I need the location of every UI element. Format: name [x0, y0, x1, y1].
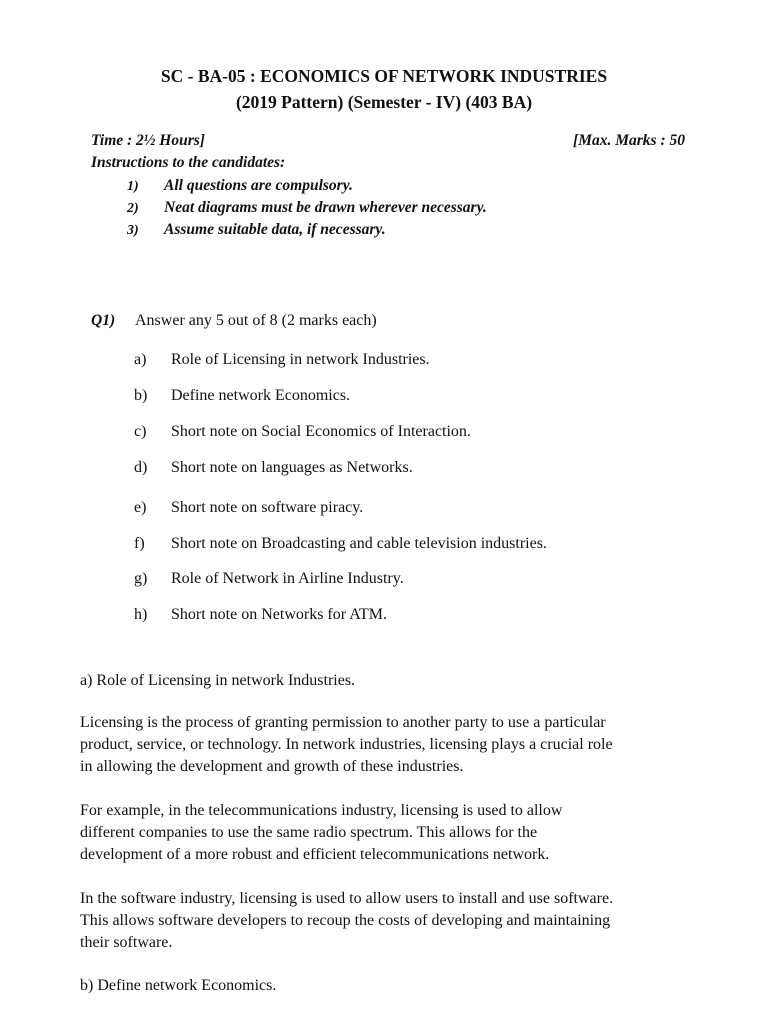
instruction-text: All questions are compulsory. [164, 177, 353, 194]
paper-subtitle: (2019 Pattern) (Semester - IV) (403 BA) [235, 92, 533, 112]
instruction-number: 3) [127, 223, 139, 238]
option-text: Short note on Social Economics of Interaction. [171, 423, 471, 440]
answer-paragraph [80, 888, 700, 954]
question-option [134, 535, 547, 553]
question-option [134, 499, 363, 517]
question-option [134, 351, 430, 369]
option-letter: b) [134, 387, 148, 404]
option-text: Short note on software piracy. [171, 499, 364, 516]
question-text: Answer any 5 out of 8 (2 marks each) [135, 312, 377, 329]
option-text: Role of Licensing in network Industries. [171, 351, 430, 368]
instructions-heading: Instructions to the candidates: [91, 154, 286, 171]
paper-title: SC - BA-05 : ECONOMICS OF NETWORK INDUSTRIES [160, 66, 608, 86]
option-letter: a) [134, 351, 147, 368]
answer-paragraph [80, 800, 700, 866]
paragraph-line: In the software industry, licensing is used to allow users to install and use software. [80, 890, 614, 907]
question-option [134, 459, 413, 477]
paragraph-line: in allowing the development and growth of these industries. [80, 758, 464, 775]
question-option [134, 606, 387, 624]
instruction-number: 2) [127, 201, 139, 216]
question-option [134, 570, 404, 588]
instruction-text: Neat diagrams must be drawn wherever necessary. [164, 199, 487, 216]
paragraph-line: their software. [80, 934, 173, 951]
question-label: Q1) [91, 312, 116, 329]
answer-paragraph [80, 712, 700, 778]
max-marks: [Max. Marks : 50 [573, 132, 685, 149]
paragraph-line: different companies to use the same radio spectrum. This allows for the [80, 824, 538, 841]
option-letter: e) [134, 499, 147, 516]
option-letter: d) [134, 459, 148, 476]
paragraph-line: Licensing is the process of granting permission to another party to use a particular [80, 714, 606, 731]
question-option [134, 423, 471, 441]
answer-b-heading: b) Define network Economics. [80, 977, 277, 994]
option-letter: c) [134, 423, 147, 440]
instruction-item [127, 177, 353, 195]
instruction-number: 1) [127, 179, 139, 194]
option-text: Define network Economics. [171, 387, 351, 404]
option-text: Role of Network in Airline Industry. [171, 570, 404, 587]
paragraph-line: For example, in the telecommunications industry, licensing is used to allow [80, 802, 563, 819]
paragraph-line: development of a more robust and efficient telecommunications network. [80, 846, 550, 863]
option-text: Short note on languages as Networks. [171, 459, 413, 476]
option-letter: h) [134, 606, 148, 623]
instruction-text: Assume suitable data, if necessary. [164, 221, 386, 238]
paragraph-line: product, service, or technology. In network industries, licensing plays a crucial role [80, 736, 613, 753]
option-letter: f) [134, 535, 145, 552]
option-letter: g) [134, 570, 148, 587]
instruction-item [127, 199, 487, 217]
answer-a-heading: a) Role of Licensing in network Industries. [80, 672, 356, 689]
instruction-item [127, 221, 386, 239]
time-allowed: Time : 2½ Hours] [91, 132, 205, 149]
question-option [134, 387, 350, 405]
option-text: Short note on Networks for ATM. [171, 606, 387, 623]
option-text: Short note on Broadcasting and cable television industries. [171, 535, 547, 552]
exam-meta [91, 132, 685, 150]
paragraph-line: This allows software developers to recoup the costs of developing and maintaining [80, 912, 611, 929]
